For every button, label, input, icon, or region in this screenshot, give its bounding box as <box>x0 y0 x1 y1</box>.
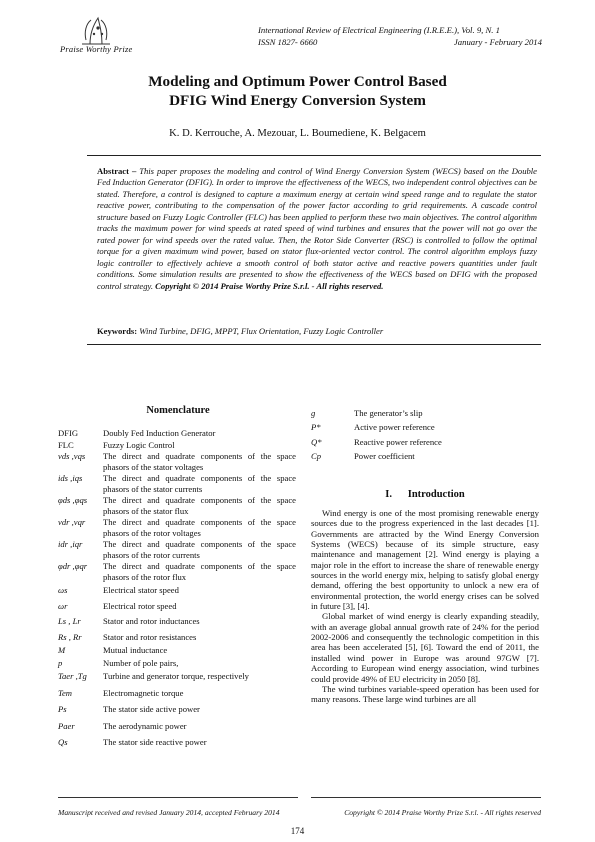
nomenclature-item <box>58 561 296 582</box>
nomenclature-symbol: Ls , Lr <box>58 616 81 626</box>
nomenclature-item <box>311 421 539 434</box>
nomenclature-list-continued <box>311 407 539 465</box>
nomenclature-desc: Electrical rotor speed <box>103 600 177 611</box>
nomenclature-symbol: idr ,iqr <box>58 539 83 549</box>
nomenclature-desc: The direct and quadrate components of the space phasors of the rotor voltages <box>103 517 296 538</box>
nomenclature-title: Nomenclature <box>146 405 210 416</box>
nomenclature-item <box>58 737 296 748</box>
nomenclature-item <box>58 645 296 656</box>
nomenclature-item <box>58 451 296 472</box>
nomenclature-symbol: Cp <box>311 451 322 462</box>
abstract-lead: Abstract – <box>97 166 137 176</box>
nomenclature-desc: The aerodynamic power <box>103 720 187 731</box>
nomenclature-desc: Stator and rotor resistances <box>103 631 197 642</box>
nomenclature-item <box>58 473 296 494</box>
introduction-paragraph: Wind energy is one of the most promising renewable energy sources due to the progress experienced in the last decades [1]. Governments are attracted by the Wind Energy Conversion Systems (WECS) because of its simple structure, easy maintenance and management [2]. Wind energy is playing a major role in the effort to increase the share of renewable energy sources in the world energy mix, helping to satisfy global energy demand, offering the best opportunity to unlock a new era of environmental protection, the world energy crises can be solved in future [3], [4]. <box>311 508 539 612</box>
nomenclature-symbol: Qs <box>58 737 68 747</box>
nomenclature-item <box>58 517 296 538</box>
nomenclature-desc: Active power reference <box>354 422 435 433</box>
nomenclature-desc: Number of pole pairs, <box>103 657 179 668</box>
nomenclature-desc: Turbine and generator torque, respectively <box>103 671 249 681</box>
introduction-body <box>311 508 539 705</box>
nomenclature-symbol: vds ,vqs <box>58 451 86 461</box>
nomenclature-symbol: ids ,iqs <box>58 473 83 483</box>
nomenclature-item <box>58 658 296 669</box>
nomenclature-symbol: Q* <box>311 436 322 447</box>
nomenclature-symbol: FLC <box>58 439 74 450</box>
abstract-copyright: Copyright © 2014 Praise Worthy Prize S.r.l. - All rights reserved. <box>155 280 384 291</box>
keywords <box>97 326 537 336</box>
nomenclature-desc: Reactive power reference <box>354 436 442 447</box>
footer-copyright: Copyright © 2014 Praise Worthy Prize S.r.l. - All rights reserved <box>344 808 541 817</box>
nomenclature-symbol: Rs , Rr <box>58 631 82 642</box>
nomenclature-item <box>58 632 296 643</box>
nomenclature-item <box>58 616 296 627</box>
nomenclature-desc: The generator’s slip <box>354 408 423 418</box>
nomenclature-desc: The direct and quadrate components of the space phasors of the rotor flux <box>103 561 296 582</box>
journal-issn: ISSN 1827- 6660 <box>258 37 318 47</box>
nomenclature-desc: The direct and quadrate components of the space phasors of the stator flux <box>103 495 296 516</box>
nomenclature-item <box>58 539 296 560</box>
nomenclature-desc: The stator side reactive power <box>103 737 207 747</box>
nomenclature-item <box>58 671 296 682</box>
manuscript-dates: Manuscript received and revised January 2014, accepted February 2014 <box>58 808 280 817</box>
nomenclature-symbol: φdr ,φqr <box>58 561 88 571</box>
nomenclature-item <box>311 407 539 420</box>
paper-title <box>80 72 515 110</box>
nomenclature-symbol: Ps <box>58 704 67 714</box>
nomenclature-desc: The direct and quadrate components of the space phasors of the rotor currents <box>103 539 296 560</box>
nomenclature-symbol: φds ,φqs <box>58 495 88 505</box>
nomenclature-desc: The stator side active power <box>103 704 200 714</box>
nomenclature-symbol: g <box>311 408 316 418</box>
author-list: K. D. Kerrouche, A. Mezouar, L. Boumediene, K. Belgacem <box>169 128 426 139</box>
footer-rule-right <box>311 797 541 798</box>
nomenclature-desc: The direct and quadrate components of the space phasors of the stator voltages <box>103 451 296 472</box>
nomenclature-item <box>58 704 296 715</box>
nomenclature-item <box>58 688 296 699</box>
nomenclature-symbol: Tem <box>58 687 73 698</box>
nomenclature-desc: Mutual inductance <box>103 645 168 655</box>
abstract-bottom-rule <box>87 344 541 345</box>
abstract <box>97 166 537 292</box>
nomenclature-item <box>58 721 296 732</box>
keywords-lead: Keywords: <box>97 326 138 336</box>
introduction-paragraph: Global market of wind energy is clearly expanding steadily, with an average global annual growth rate of 24% for the period 2002-2006 and consequently the technologic competition in this area has been accelerated [5], [6]. Toward the end of 2011, the installed wind power in Europe was around 97GW [7]. According to European wind energy association, wind turbines could provide 49% of EU electricity in 2050 [8]. <box>311 611 539 684</box>
title-line-1: Modeling and Optimum Power Control Based <box>148 73 447 90</box>
nomenclature-symbol: ωs <box>58 585 68 595</box>
abstract-body: This paper proposes the modeling and control of Wind Energy Conversion System (WECS) based on the Double Fed Induction Generator (DFIG). In order to improve the effectiveness of the WECS, two independent control objectives can be stated. Therefore, a control is designed to capture a maximum energy at certain wind speed range and to regulate the stator reactive power, contributing to the compensation of the power factor according to grid requirements. A cascade control structure based on Fuzzy Logic Controller (FLC) has been applied to perform these two main objectives. The control algorithm tracks the maximum power for wind speeds at rated speed of wind turbines and ensures that the power will not go over the rated power for wind speeds over the rated value. Then, the Rotor Side Converter (RSC) is controlled to follow the optimal torque for a given maximum wind power, based on stator flux-oriented vector control. The control algorithm employs fuzzy logic controller to effectively achieve a smooth control of both stator active and reactive powers quantities under fault conditions. Some simulation results are presented to show the effectiveness of the WECS based on DFIG with the proposed control strategy. <box>97 166 537 291</box>
nomenclature-symbol: M <box>58 645 66 655</box>
nomenclature-desc: The direct and quadrate components of the space phasors of the stator currents <box>103 473 296 494</box>
footer-rule-left <box>58 797 298 798</box>
nomenclature-item <box>58 601 296 612</box>
nomenclature-symbol: ωr <box>58 600 68 611</box>
section-heading-introduction: I. Introduction <box>385 489 465 500</box>
nomenclature-item <box>311 450 539 463</box>
nomenclature-item <box>311 436 539 449</box>
abstract-top-rule <box>87 155 541 156</box>
journal-header <box>258 24 542 48</box>
nomenclature-symbol: DFIG <box>58 428 79 438</box>
nomenclature-symbol: P* <box>311 422 321 433</box>
nomenclature-symbol: vdr ,vqr <box>58 517 86 527</box>
nomenclature-item <box>58 428 296 439</box>
keywords-list: Wind Turbine, DFIG, MPPT, Flux Orientation, Fuzzy Logic Controller <box>137 326 384 336</box>
publisher-logo-text: Praise Worthy Prize <box>60 44 133 54</box>
page-number: 174 <box>290 826 305 836</box>
nomenclature-desc: Stator and rotor inductances <box>103 616 200 626</box>
nomenclature-symbol: Paer <box>58 720 75 731</box>
journal-date: January - February 2014 <box>453 37 542 47</box>
nomenclature-item <box>58 585 296 596</box>
journal-name: International Review of Electrical Engineering (I.R.E.E.), Vol. 9, N. 1 <box>258 25 500 35</box>
nomenclature-item <box>58 440 296 451</box>
title-line-2: DFIG Wind Energy Conversion System <box>169 92 426 109</box>
nomenclature-desc: Fuzzy Logic Control <box>103 439 175 450</box>
nomenclature-desc: Power coefficient <box>354 451 415 462</box>
nomenclature-symbol: Taer ,Tg <box>58 671 87 681</box>
nomenclature-list <box>58 428 296 749</box>
introduction-paragraph: The wind turbines variable-speed operation has been used for many reasons. These large wind turbines are all <box>311 683 539 705</box>
nomenclature-desc: Doubly Fed Induction Generator <box>103 428 216 438</box>
nomenclature-desc: Electromagnetic torque <box>103 687 184 698</box>
nomenclature-desc: Electrical stator speed <box>103 585 179 595</box>
nomenclature-symbol: p <box>58 657 63 668</box>
nomenclature-item <box>58 495 296 516</box>
